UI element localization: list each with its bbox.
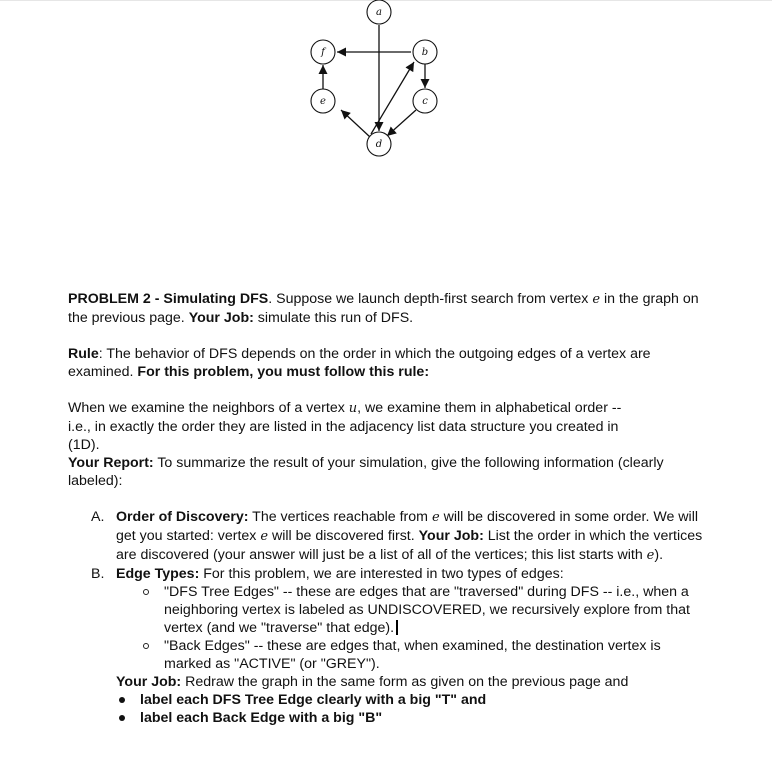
report-paragraph: Your Report: To summarize the result of your simulation, give the following information (clearly labeled): [68, 455, 664, 489]
rule-label: Rule [68, 346, 99, 362]
edge-d-e [341, 110, 370, 137]
sublist-item-tree-edges: "DFS Tree Edges" -- these are edges that are "traversed" during DFS -- i.e., when a neighboring vertex is labeled as UNDISCOVERED, we recursively explore from that vertex (and we "traverse" that edge). [164, 583, 708, 637]
problem-paragraph: PROBLEM 2 - Simulating DFS. Suppose we launch depth-first search from vertex e in the graph on the previous page. Your Job: simulate this run of DFS. [68, 291, 699, 326]
document-body [68, 290, 708, 727]
job-label: Your Job: [188, 310, 254, 326]
node-a-label: a [376, 7, 382, 18]
rule-paragraph: Rule: The behavior of DFS depends on the order in which the outgoing edges of a vertex are examined. For this problem, you must follow this rule: [68, 346, 651, 380]
node-e-label: e [320, 96, 326, 107]
report-label: Your Report: [68, 455, 154, 471]
node-c-label: c [422, 96, 428, 107]
report-items-list [68, 508, 708, 727]
edge-c-d [387, 110, 416, 136]
node-b-label: b [421, 47, 429, 58]
bullet-tree-edge: label each DFS Tree Edge clearly with a big "T" and [140, 691, 708, 709]
rule-bold: For this problem, you must follow this rule: [137, 364, 430, 380]
directed-graph-figure [0, 0, 772, 170]
problem-heading: PROBLEM 2 - Simulating DFS [68, 291, 269, 307]
label-instructions-list [116, 691, 708, 727]
item-order-of-discovery: A. Order of Discovery: The vertices reachable from e will be discovered in some order. We will get you started: vertex e will be discovered first. Your Job: List the order in which the vertices are discovered (your answer will just be a list of all of the vertices; this list starts with e). [91, 509, 703, 563]
edge-types-sublist [116, 583, 708, 673]
sublist-item-back-edges: "Back Edges" -- these are edges that, when examined, the destination vertex is marked as "ACTIVE" (or "GREY"). [164, 637, 708, 673]
item-edge-types: B. Edge Types: For this problem, we are interested in two types of edges: "DFS Tree Edges" -- these are edges that are "traversed" during DFS -- i.e., when a neighboring vertex is labeled as UNDISCOVERED, we recursively explore from that vertex (and we "traverse" that edge). "Back Edges" -- these are edges that, when examined, the destination vertex is marked as "ACTIVE" (or "GREY"). Your Job: Redraw the graph in the same form as given on the previous page and label each DFS Tree Edge clearly with a big "T" and label each Back Edge with a big "B" [116, 565, 708, 727]
job-line: Your Job: Redraw the graph in the same form as given on the previous page and [116, 674, 629, 690]
node-f-label: f [321, 47, 325, 58]
rule-box: When we examine the neighbors of a vertex u, we examine them in alphabetical order -- i.e., in exactly the order they are listed in the adjacency list data structure you created in (1D). [68, 400, 622, 453]
bullet-back-edge: label each Back Edge with a big "B" [140, 709, 708, 727]
text-cursor [396, 620, 398, 635]
node-d-label: d [375, 139, 383, 150]
edge-d-b [371, 62, 414, 134]
